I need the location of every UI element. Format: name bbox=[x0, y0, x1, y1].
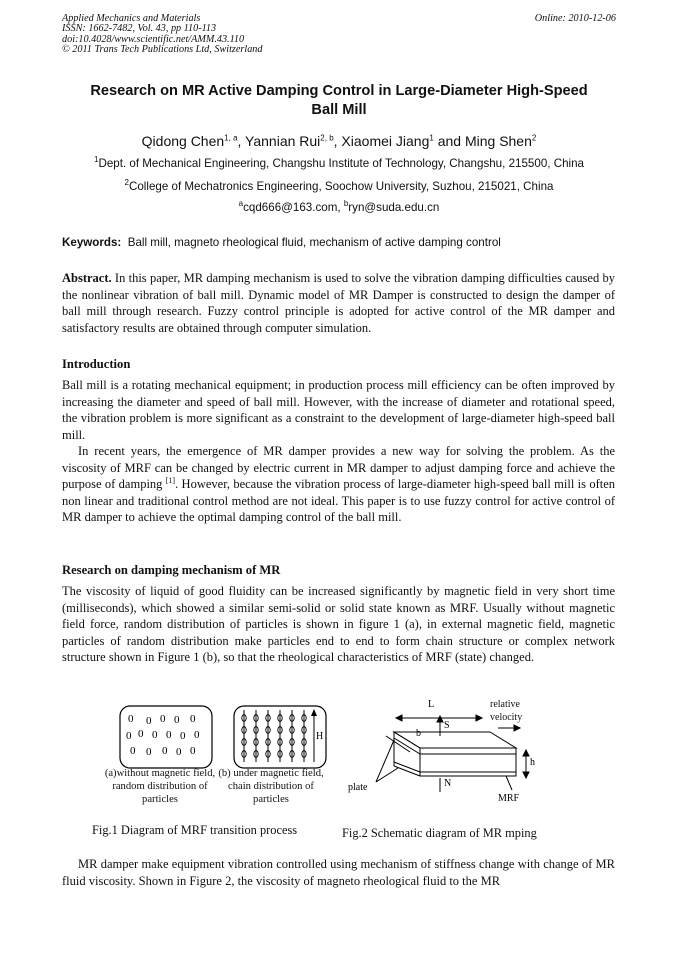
svg-text:0: 0 bbox=[146, 715, 152, 727]
svg-text:0: 0 bbox=[194, 729, 200, 741]
email-line bbox=[40, 201, 638, 214]
affiliation-sup: 2 bbox=[124, 178, 129, 188]
svg-text:0: 0 bbox=[146, 746, 152, 758]
email-link[interactable]: ryn@suda.edu.cn bbox=[348, 201, 440, 214]
online-date: Online: 2010-12-06 bbox=[534, 13, 616, 24]
fig2-l-label: L bbox=[428, 699, 435, 710]
fig2-h-label: h bbox=[530, 757, 535, 768]
svg-text:0: 0 bbox=[190, 713, 196, 725]
fig2-plate-label: plate bbox=[348, 782, 368, 793]
abstract bbox=[62, 270, 615, 336]
fig1-caption: Fig.1 Diagram of MRF transition process bbox=[92, 823, 298, 837]
fig1b-chains bbox=[244, 710, 304, 762]
fig1a-particles bbox=[126, 713, 200, 758]
affiliation-text: Dept. of Mechanical Engineering, Changshu Institute of Technology, Changshu, 215500, China bbox=[98, 157, 584, 170]
fig1a-label: (a)without magnetic field, random distribution of particles bbox=[104, 768, 216, 805]
closing-paragraph: MR damper make equipment vibration controlled using mechanism of stiffness change with change of MR fluid viscosity. Shown in Figure 2, the viscosity of magneto rheological fluid to the MR bbox=[62, 857, 615, 888]
journal-header bbox=[62, 14, 382, 56]
research-heading: Research on damping mechanism of MR bbox=[62, 563, 281, 577]
fig1b-label: (b) under magnetic field, chain distribution of particles bbox=[218, 768, 324, 805]
svg-text:0: 0 bbox=[174, 714, 180, 726]
intro-p2-text: In recent years, the emergence of MR damper provides a new way for solving the problem. As the viscosity of MRF can be changed by electric current in MR damper to adjust damping force and achieve the purpose of damping bbox=[62, 444, 615, 492]
author-name: Qidong Chen bbox=[141, 133, 225, 149]
svg-text:0: 0 bbox=[126, 730, 132, 742]
email-sup: a bbox=[238, 199, 244, 209]
title-line-1: Research on MR Active Damping Control in Large-Diameter High-Speed bbox=[90, 83, 588, 99]
keywords-label: Keywords: bbox=[62, 236, 122, 249]
author-name: Ming Shen bbox=[464, 133, 532, 149]
svg-text:0: 0 bbox=[138, 728, 144, 740]
abstract-label: Abstract. bbox=[62, 271, 112, 285]
affiliation-sup: 1 bbox=[94, 155, 99, 165]
intro-heading: Introduction bbox=[62, 357, 131, 371]
author-sup: 2, b bbox=[320, 133, 334, 143]
fig2-b-label: b bbox=[416, 728, 421, 739]
svg-text:0: 0 bbox=[190, 745, 196, 757]
paper-title bbox=[40, 82, 638, 120]
intro-paragraph-1: Ball mill is a rotating mechanical equipment; in production process mill efficiency can be often improved by increasing the diameter and speed of ball mill. However, with the increase of diameter and rotational speed, the vibration problem is more significant as a constraint to the development of large-diameter high-speed ball mill. bbox=[62, 378, 615, 442]
author-name: Xiaomei Jiang bbox=[341, 133, 430, 149]
author-list bbox=[40, 133, 638, 149]
intro-paragraph-2 bbox=[62, 443, 615, 526]
affiliation-text: College of Mechatronics Engineering, Soochow University, Suzhou, 215021, China bbox=[128, 180, 554, 193]
doi-line: doi:10.4028/www.scientific.net/AMM.43.110 bbox=[62, 33, 245, 45]
research-paragraph: The viscosity of liquid of good fluidity can be increased significantly by magnetic field in very short time (milliseconds), which showed a similar semi-solid or solid state known as MRF. Usually without magnetic field force, random distribution of particles is shown in figure 1 (a), in external magnetic field, magnetic particles of random distribution make particles end to end to form chain structure or complex network structure shown in Figure 1 (b), so that the rheological characteristics of MRF (state) changed. bbox=[62, 584, 615, 665]
fig2-relative-velocity-label: relative velocity bbox=[490, 699, 523, 723]
title-line-2: Ball Mill bbox=[311, 102, 367, 118]
fig2-plates bbox=[394, 732, 516, 776]
fig2-n-label: N bbox=[444, 778, 452, 789]
author-sup: 1 bbox=[429, 133, 434, 143]
fig1b-particle-beads bbox=[242, 715, 306, 758]
keywords bbox=[62, 236, 622, 249]
keywords-text: Ball mill, magneto rheological fluid, mechanism of active damping control bbox=[127, 236, 501, 249]
svg-text:0: 0 bbox=[166, 729, 172, 741]
citation-ref[interactable]: [1] bbox=[165, 476, 176, 486]
fig2-mrf-label: MRF bbox=[498, 793, 520, 804]
email-link[interactable]: cqd666@163.com, bbox=[243, 201, 344, 214]
author-sup: 2 bbox=[531, 133, 537, 143]
author-sup: 1, a bbox=[224, 133, 238, 143]
journal-name: Applied Mechanics and Materials bbox=[62, 13, 201, 24]
author-separator: , bbox=[237, 133, 246, 149]
svg-text:0: 0 bbox=[160, 713, 166, 725]
svg-text:0: 0 bbox=[128, 713, 134, 725]
svg-text:0: 0 bbox=[176, 746, 182, 758]
email-sup: b bbox=[343, 199, 349, 209]
fig2-caption: Fig.2 Schematic diagram of MR mping bbox=[342, 826, 537, 840]
abstract-text: In this paper, MR damping mechanism is used to solve the vibration damping difficulties caused by the nonlinear vibration of ball mill. Dynamic model of MR Damper is constructed to design the damper of ball mill through research. Fuzzy control principle is adopted for active control of the MR damper and satisfactory results are obtained through computer simulation. bbox=[62, 271, 615, 335]
svg-text:0: 0 bbox=[162, 745, 168, 757]
fig1-h-label: H bbox=[316, 731, 324, 742]
svg-text:0: 0 bbox=[152, 729, 158, 741]
intro-p2-text: . However, because the vibration process of large-diameter high-speed ball mill is often non linear and traditional control method are not ideal. This paper is to use fuzzy control for active control of MR damper to achieve the optimal damping control of the ball mill. bbox=[62, 477, 615, 525]
author-name: Yannian Rui bbox=[245, 133, 321, 149]
affiliation-2 bbox=[40, 180, 638, 193]
author-separator: and bbox=[433, 133, 465, 149]
fig2-s-label: S bbox=[444, 720, 450, 731]
svg-text:0: 0 bbox=[180, 730, 186, 742]
affiliation-1 bbox=[40, 157, 638, 170]
author-separator: , bbox=[333, 133, 342, 149]
copyright-line: © 2011 Trans Tech Publications Ltd, Switzerland bbox=[62, 44, 263, 56]
issn-line: ISSN: 1662-7482, Vol. 43, pp 110-113 bbox=[62, 23, 217, 35]
svg-text:0: 0 bbox=[130, 745, 136, 757]
